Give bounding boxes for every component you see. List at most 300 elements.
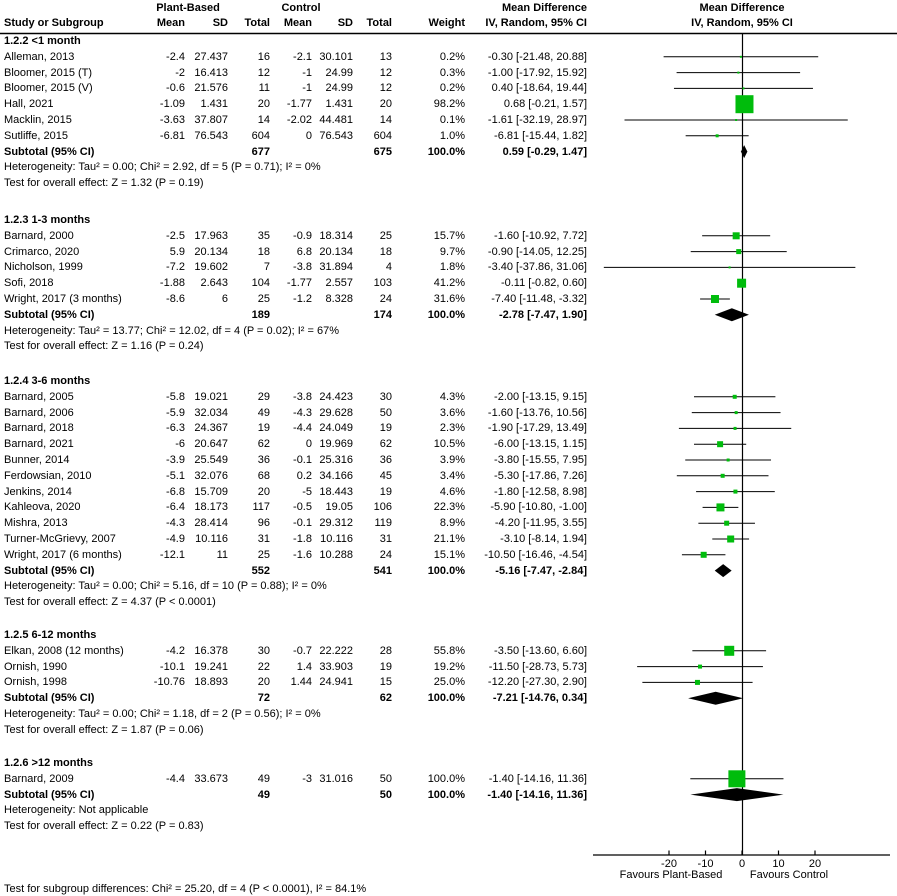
sd2-cell: 10.116 bbox=[320, 533, 353, 545]
sd1-cell: 18.173 bbox=[194, 501, 228, 514]
ci-text-cell: -3.50 [-13.60, 6.60] bbox=[494, 644, 587, 657]
mean-square bbox=[701, 552, 707, 558]
total1-cell: 68 bbox=[257, 469, 270, 482]
study-label: Nicholson, 1999 bbox=[4, 261, 83, 274]
total2-cell: 675 bbox=[373, 145, 392, 158]
study-label: Kahleova, 2020 bbox=[4, 501, 81, 514]
total1-cell: 20 bbox=[257, 676, 270, 689]
total2-cell: 31 bbox=[379, 533, 392, 545]
sd2-cell: 2.557 bbox=[325, 277, 353, 290]
subtotal-diamond bbox=[715, 308, 749, 321]
total1-cell: 20 bbox=[257, 98, 270, 111]
mean1-cell: -6.3 bbox=[166, 422, 185, 435]
mean-square bbox=[734, 427, 737, 430]
sd2-cell: 34.166 bbox=[319, 469, 353, 482]
sd1-cell: 20.134 bbox=[194, 245, 228, 258]
sd2-cell: 44.481 bbox=[319, 114, 353, 126]
weight-cell: 3.4% bbox=[439, 469, 465, 482]
study-label: Alleman, 2013 bbox=[4, 50, 75, 63]
weight-cell: 4.6% bbox=[439, 485, 465, 498]
section-heading: 1.2.5 6-12 months bbox=[4, 629, 97, 641]
favours-left-label: Favours Plant-Based bbox=[619, 869, 723, 881]
study-label: Mishra, 2013 bbox=[4, 517, 68, 530]
subtotal-label: Subtotal (95% CI) bbox=[4, 788, 95, 801]
ci-text-cell: -11.50 [-28.73, 5.73] bbox=[488, 660, 587, 673]
weight-cell: 1.8% bbox=[439, 261, 465, 274]
weight-cell: 4.3% bbox=[439, 390, 465, 403]
sd1-cell: 25.549 bbox=[194, 454, 228, 466]
sd1-col-header: SD bbox=[212, 17, 228, 29]
weight-cell: 1.0% bbox=[439, 129, 465, 142]
mean2-cell: -1.77 bbox=[286, 98, 312, 111]
study-label: Barnard, 2018 bbox=[4, 422, 74, 435]
total1-cell: 104 bbox=[251, 277, 270, 290]
subtotal-diamond bbox=[715, 564, 732, 577]
weight-cell: 2.3% bbox=[439, 422, 465, 435]
study-label: Bloomer, 2015 (V) bbox=[4, 82, 93, 95]
mean2-cell: -4.3 bbox=[293, 406, 312, 419]
weight-cell: 31.6% bbox=[433, 293, 465, 305]
ci-text-cell: -3.40 [-37.86, 31.06] bbox=[487, 261, 587, 274]
study-label: Turner-McGrievy, 2007 bbox=[4, 533, 116, 545]
weight-cell: 8.9% bbox=[439, 517, 465, 530]
study-label: Crimarco, 2020 bbox=[4, 245, 80, 258]
mean2-cell: -1.2 bbox=[293, 293, 312, 305]
total1-cell: 18 bbox=[257, 245, 270, 258]
study-label: Macklin, 2015 bbox=[4, 114, 72, 126]
sd1-cell: 17.963 bbox=[194, 229, 228, 242]
total1-cell: 117 bbox=[252, 501, 270, 514]
sd2-cell: 24.99 bbox=[325, 66, 353, 79]
ci-text-cell: -2.00 [-13.15, 9.15] bbox=[494, 390, 587, 403]
study-label: Hall, 2021 bbox=[4, 98, 54, 111]
sd1-cell: 21.576 bbox=[194, 82, 228, 95]
mean-square bbox=[724, 521, 729, 526]
weight-cell: 100.0% bbox=[427, 772, 465, 785]
ci-text-cell: -2.78 [-7.47, 1.90] bbox=[498, 308, 587, 321]
ci-text-cell: 0.68 [-0.21, 1.57] bbox=[503, 98, 587, 111]
mean-square bbox=[717, 441, 723, 447]
study-label: Sofi, 2018 bbox=[4, 277, 54, 290]
subtotal-label: Subtotal (95% CI) bbox=[4, 692, 95, 705]
weight-cell: 55.8% bbox=[433, 644, 465, 657]
study-col-header: Study or Subgroup bbox=[4, 17, 104, 29]
total2-cell: 19 bbox=[379, 422, 392, 435]
ci-text-cell: -5.90 [-10.80, -1.00] bbox=[490, 501, 587, 514]
mean2-cell: -5 bbox=[302, 485, 312, 498]
axis-tick-label: 20 bbox=[808, 858, 822, 870]
sd1-cell: 33.673 bbox=[194, 772, 228, 785]
total2-cell: 19 bbox=[379, 485, 392, 498]
mean1-cell: -4.2 bbox=[166, 644, 185, 657]
sd1-cell: 32.076 bbox=[194, 469, 228, 482]
total2-cell: 12 bbox=[379, 66, 392, 79]
total2-cell: 4 bbox=[385, 261, 392, 274]
study-label: Elkan, 2008 (12 months) bbox=[4, 644, 124, 657]
total1-cell: 20 bbox=[257, 485, 270, 498]
mean-square bbox=[735, 119, 737, 121]
mean-square bbox=[727, 536, 734, 543]
mean2-cell: -2.1 bbox=[293, 50, 312, 63]
study-label: Wright, 2017 (6 months) bbox=[4, 548, 122, 561]
sd1-cell: 16.378 bbox=[194, 644, 228, 657]
ci-text-cell: -5.30 [-17.86, 7.26] bbox=[494, 469, 587, 482]
ci-text-cell: -6.00 [-13.15, 1.15] bbox=[494, 438, 587, 451]
mean-square bbox=[742, 87, 744, 89]
total2-cell: 45 bbox=[379, 469, 392, 482]
mean-square bbox=[736, 249, 741, 254]
group1-header: Plant-Based bbox=[156, 2, 220, 14]
weight-cell: 22.3% bbox=[433, 501, 465, 514]
sd2-cell: 33.903 bbox=[319, 660, 353, 673]
total1-cell: 36 bbox=[257, 454, 270, 466]
sd1-cell: 37.807 bbox=[194, 114, 228, 126]
mean1-cell: -8.6 bbox=[166, 293, 185, 305]
subtotal-diamond bbox=[688, 692, 743, 705]
weight-cell: 15.7% bbox=[433, 229, 465, 242]
axis-tick-label: -20 bbox=[661, 858, 677, 870]
ci-text-cell: -3.10 [-8.14, 1.94] bbox=[500, 533, 587, 545]
mean1-cell: -10.76 bbox=[153, 676, 185, 689]
mean2-cell: 6.8 bbox=[296, 245, 312, 258]
effect-header-plot: Mean Difference bbox=[699, 2, 785, 14]
total2-cell: 541 bbox=[373, 564, 392, 577]
mean1-cell: -5.9 bbox=[166, 406, 185, 419]
ci-text-cell: -1.60 [-10.92, 7.72] bbox=[494, 229, 587, 242]
mean2-cell: 0.2 bbox=[296, 469, 312, 482]
section-heading: 1.2.6 >12 months bbox=[4, 757, 93, 769]
ci-text-cell: -0.90 [-14.05, 12.25] bbox=[487, 245, 587, 258]
mean-square bbox=[724, 646, 734, 656]
sd2-cell: 24.941 bbox=[319, 676, 353, 689]
ci-col-header-text: IV, Random, 95% CI bbox=[485, 17, 587, 29]
study-label: Ornish, 1990 bbox=[4, 660, 67, 673]
sd2-cell: 25.316 bbox=[319, 454, 353, 466]
total1-cell: 22 bbox=[257, 660, 270, 673]
sd1-cell: 24.367 bbox=[194, 422, 228, 435]
mean-square bbox=[728, 770, 745, 787]
mean-square bbox=[740, 56, 742, 58]
total2-cell: 24 bbox=[379, 293, 392, 305]
weight-col-header: Weight bbox=[428, 17, 465, 29]
total2-cell: 62 bbox=[379, 692, 392, 705]
mean2-cell: 1.4 bbox=[296, 660, 312, 673]
weight-cell: 9.7% bbox=[439, 245, 465, 258]
sd1-cell: 10.116 bbox=[195, 533, 228, 545]
mean-square bbox=[737, 279, 746, 288]
total1-cell: 49 bbox=[257, 406, 270, 419]
sd2-cell: 29.312 bbox=[319, 517, 353, 530]
sd1-cell: 6 bbox=[221, 293, 228, 305]
weight-cell: 100.0% bbox=[427, 692, 465, 705]
mean1-col-header: Mean bbox=[156, 17, 185, 29]
total2-cell: 604 bbox=[373, 129, 392, 142]
total2-col-header: Total bbox=[366, 17, 392, 29]
mean1-cell: -3.63 bbox=[159, 114, 185, 126]
mean1-cell: -1.09 bbox=[159, 98, 185, 111]
total2-cell: 62 bbox=[379, 438, 392, 451]
sd1-cell: 28.414 bbox=[194, 517, 228, 530]
sd2-cell: 19.05 bbox=[325, 501, 353, 514]
mean-square bbox=[733, 232, 740, 239]
mean2-cell: -1 bbox=[302, 66, 312, 79]
total2-cell: 30 bbox=[379, 390, 392, 403]
weight-cell: 100.0% bbox=[427, 564, 465, 577]
sd1-cell: 19.021 bbox=[194, 390, 228, 403]
weight-cell: 100.0% bbox=[427, 145, 465, 158]
total2-cell: 20 bbox=[379, 98, 392, 111]
ci-text-cell: -3.80 [-15.55, 7.95] bbox=[494, 454, 587, 466]
ci-text-cell: -4.20 [-11.95, 3.55] bbox=[494, 517, 587, 530]
total1-cell: 189 bbox=[251, 308, 270, 321]
overall-effect-text: Test for overall effect: Z = 4.37 (P < 0.0001) bbox=[4, 596, 216, 609]
mean1-cell: -0.6 bbox=[166, 82, 185, 95]
mean1-cell: -4.9 bbox=[166, 533, 185, 545]
weight-cell: 3.9% bbox=[439, 454, 465, 466]
total2-cell: 36 bbox=[379, 454, 392, 466]
weight-cell: 0.2% bbox=[439, 50, 465, 63]
mean-square bbox=[695, 680, 700, 685]
mean1-cell: -6.8 bbox=[166, 485, 185, 498]
overall-effect-text: Test for overall effect: Z = 1.87 (P = 0.06) bbox=[4, 723, 204, 736]
mean1-cell: -5.1 bbox=[166, 469, 185, 482]
sd2-col-header: SD bbox=[337, 17, 353, 29]
ci-text-cell: -1.61 [-32.19, 28.97] bbox=[487, 114, 587, 126]
sd2-cell: 24.99 bbox=[325, 82, 353, 95]
mean-square bbox=[716, 134, 719, 137]
axis-tick-label: 0 bbox=[738, 858, 746, 870]
mean2-cell: -3.8 bbox=[293, 261, 312, 274]
sd2-cell: 19.969 bbox=[319, 438, 353, 451]
study-label: Barnard, 2009 bbox=[4, 772, 74, 785]
sd2-cell: 18.314 bbox=[319, 229, 353, 242]
weight-cell: 100.0% bbox=[427, 788, 465, 801]
ci-text-cell: -1.90 [-17.29, 13.49] bbox=[487, 422, 587, 435]
heterogeneity-text: Heterogeneity: Not applicable bbox=[4, 804, 149, 817]
ci-text-cell: -0.11 [-0.82, 0.60] bbox=[500, 277, 587, 290]
total2-cell: 18 bbox=[379, 245, 392, 258]
sd1-cell: 19.602 bbox=[194, 261, 228, 274]
study-label: Barnard, 2006 bbox=[4, 406, 74, 419]
ci-text-cell: -7.40 [-11.48, -3.32] bbox=[491, 293, 587, 305]
weight-cell: 15.1% bbox=[433, 548, 465, 561]
ci-text-cell: 0.40 [-18.64, 19.44] bbox=[491, 82, 587, 95]
mean2-cell: -1.6 bbox=[293, 548, 312, 561]
group2-header: Control bbox=[281, 2, 321, 14]
sd1-cell: 1.431 bbox=[200, 98, 228, 111]
mean-square bbox=[735, 411, 738, 414]
mean2-cell: -1 bbox=[302, 82, 312, 95]
total2-cell: 103 bbox=[373, 277, 392, 290]
total1-cell: 604 bbox=[251, 129, 270, 142]
mean1-cell: -10.1 bbox=[159, 660, 185, 673]
weight-cell: 3.6% bbox=[439, 406, 465, 419]
mean2-cell: -1.77 bbox=[286, 277, 312, 290]
weight-cell: 0.3% bbox=[439, 66, 465, 79]
total2-cell: 24 bbox=[379, 548, 392, 561]
ci-text-cell: -0.30 [-21.48, 20.88] bbox=[487, 50, 587, 63]
weight-cell: 10.5% bbox=[433, 438, 465, 451]
mean-square bbox=[698, 665, 702, 669]
mean2-cell: -0.5 bbox=[293, 501, 312, 514]
mean1-cell: -5.8 bbox=[166, 390, 185, 403]
study-label: Jenkins, 2014 bbox=[4, 485, 72, 498]
sd1-cell: 15.709 bbox=[194, 485, 228, 498]
ci-text-cell: -10.50 [-16.46, -4.54] bbox=[484, 548, 587, 561]
weight-cell: 25.0% bbox=[433, 676, 465, 689]
section-heading: 1.2.4 3-6 months bbox=[4, 375, 91, 387]
total2-cell: 25 bbox=[379, 229, 392, 242]
section-heading: 1.2.2 <1 month bbox=[4, 35, 81, 47]
sd2-cell: 29.628 bbox=[319, 406, 353, 419]
sd1-cell: 16.413 bbox=[194, 66, 228, 79]
study-label: Barnard, 2000 bbox=[4, 229, 74, 242]
total1-cell: 25 bbox=[257, 293, 270, 305]
total1-cell: 25 bbox=[257, 548, 270, 561]
sd2-cell: 24.423 bbox=[319, 390, 353, 403]
ci-text-cell: -6.81 [-15.44, 1.82] bbox=[494, 129, 587, 142]
mean1-cell: -12.1 bbox=[159, 548, 185, 561]
total2-cell: 13 bbox=[379, 50, 392, 63]
total2-cell: 12 bbox=[379, 82, 392, 95]
study-label: Bunner, 2014 bbox=[4, 454, 70, 466]
mean1-cell: -2 bbox=[175, 66, 185, 79]
sd1-cell: 32.034 bbox=[194, 406, 228, 419]
mean2-cell: 0 bbox=[305, 129, 312, 142]
study-label: Wright, 2017 (3 months) bbox=[4, 293, 122, 305]
subgroup-difference-test: Test for subgroup differences: Chi² = 25.20, df = 4 (P < 0.0001), I² = 84.1% bbox=[4, 883, 367, 895]
sd2-cell: 30.101 bbox=[319, 50, 353, 63]
ci-text-cell: -1.80 [-12.58, 8.98] bbox=[494, 485, 587, 498]
overall-effect-text: Test for overall effect: Z = 1.32 (P = 0.19) bbox=[4, 177, 204, 190]
total2-cell: 28 bbox=[379, 644, 392, 657]
total2-cell: 14 bbox=[379, 114, 392, 126]
sd2-cell: 31.016 bbox=[319, 772, 353, 785]
ci-col-header-plot: IV, Random, 95% CI bbox=[691, 17, 793, 29]
mean2-cell: -4.4 bbox=[293, 422, 312, 435]
weight-cell: 98.2% bbox=[433, 98, 465, 111]
total1-cell: 49 bbox=[257, 788, 270, 801]
heterogeneity-text: Heterogeneity: Tau² = 0.00; Chi² = 1.18, df = 2 (P = 0.56); I² = 0% bbox=[4, 708, 321, 720]
mean-square bbox=[716, 503, 724, 511]
overall-effect-text: Test for overall effect: Z = 1.16 (P = 0.24) bbox=[4, 340, 204, 353]
mean2-cell: -0.9 bbox=[293, 229, 312, 242]
axis-tick-label: -10 bbox=[697, 858, 714, 870]
weight-cell: 41.2% bbox=[433, 277, 465, 290]
sd1-cell: 19.241 bbox=[194, 660, 228, 673]
total1-cell: 16 bbox=[257, 50, 270, 63]
total1-cell: 29 bbox=[257, 390, 270, 403]
mean2-cell: -0.1 bbox=[293, 454, 312, 466]
total1-cell: 49 bbox=[257, 772, 270, 785]
ci-text-cell: -1.00 [-17.92, 15.92] bbox=[487, 66, 587, 79]
mean2-cell: -3 bbox=[302, 772, 312, 785]
subtotal-label: Subtotal (95% CI) bbox=[4, 308, 95, 321]
subtotal-diamond bbox=[690, 788, 783, 801]
heterogeneity-text: Heterogeneity: Tau² = 0.00; Chi² = 2.92, df = 5 (P = 0.71); I² = 0% bbox=[4, 161, 321, 174]
mean1-cell: -7.2 bbox=[166, 261, 185, 274]
ci-text-cell: -1.40 [-14.16, 11.36] bbox=[487, 788, 587, 801]
ci-text-cell: -5.16 [-7.47, -2.84] bbox=[495, 564, 587, 577]
ci-text-cell: -12.20 [-27.30, 2.90] bbox=[487, 676, 587, 689]
total1-cell: 12 bbox=[257, 66, 270, 79]
subtotal-label: Subtotal (95% CI) bbox=[4, 564, 95, 577]
total2-cell: 119 bbox=[374, 517, 392, 530]
favours-right-label: Favours Control bbox=[749, 869, 829, 881]
total1-cell: 96 bbox=[257, 517, 270, 530]
mean1-cell: -6 bbox=[175, 438, 185, 451]
mean1-cell: -6.81 bbox=[159, 129, 185, 142]
sd1-cell: 2.643 bbox=[200, 277, 228, 290]
total1-cell: 72 bbox=[257, 692, 270, 705]
mean1-cell: -3.9 bbox=[166, 454, 185, 466]
study-label: Ornish, 1998 bbox=[4, 676, 67, 689]
mean-square bbox=[727, 459, 730, 462]
mean1-cell: -4.4 bbox=[166, 772, 185, 785]
axis-tick-label: 10 bbox=[772, 858, 785, 870]
total1-cell: 31 bbox=[257, 533, 270, 545]
mean-square bbox=[711, 295, 719, 303]
mean-square bbox=[737, 72, 739, 74]
weight-cell: 0.1% bbox=[439, 114, 465, 126]
weight-cell: 100.0% bbox=[427, 308, 465, 321]
section-heading: 1.2.3 1-3 months bbox=[4, 214, 91, 226]
mean-square bbox=[735, 95, 753, 113]
sd2-cell: 1.431 bbox=[325, 98, 353, 111]
total1-cell: 7 bbox=[263, 261, 270, 274]
effect-header-text: Mean Difference bbox=[502, 2, 587, 14]
weight-cell: 0.2% bbox=[439, 82, 465, 95]
total1-cell: 62 bbox=[257, 438, 270, 451]
mean2-cell: -0.1 bbox=[293, 517, 312, 530]
mean-square bbox=[733, 490, 737, 494]
total1-cell: 30 bbox=[257, 644, 270, 657]
sd1-cell: 11 bbox=[216, 548, 228, 561]
total1-cell: 14 bbox=[257, 114, 270, 126]
mean2-cell: -0.7 bbox=[293, 644, 312, 657]
sd2-cell: 20.134 bbox=[319, 245, 353, 258]
mean2-cell: 0 bbox=[305, 438, 312, 451]
sd1-cell: 20.647 bbox=[194, 438, 228, 451]
mean1-cell: 5.9 bbox=[169, 245, 185, 258]
mean-square bbox=[721, 474, 725, 478]
mean-square bbox=[733, 395, 737, 399]
total2-cell: 106 bbox=[373, 501, 392, 514]
study-label: Ferdowsian, 2010 bbox=[4, 469, 92, 482]
total1-cell: 35 bbox=[257, 229, 270, 242]
ci-text-cell: 0.59 [-0.29, 1.47] bbox=[502, 145, 587, 158]
mean2-cell: -1.8 bbox=[293, 533, 312, 545]
total2-cell: 15 bbox=[379, 676, 392, 689]
total1-cell: 19 bbox=[257, 422, 270, 435]
sd2-cell: 22.222 bbox=[319, 644, 353, 657]
sd2-cell: 8.328 bbox=[325, 293, 353, 305]
study-label: Barnard, 2021 bbox=[4, 438, 74, 451]
sd2-cell: 18.443 bbox=[319, 485, 353, 498]
heterogeneity-text: Heterogeneity: Tau² = 13.77; Chi² = 12.02, df = 4 (P = 0.02); I² = 67% bbox=[4, 324, 339, 337]
total2-cell: 174 bbox=[373, 308, 392, 321]
total2-cell: 19 bbox=[379, 660, 392, 673]
total1-col-header: Total bbox=[244, 17, 270, 29]
mean1-cell: -1.88 bbox=[159, 277, 185, 290]
sd1-cell: 18.893 bbox=[194, 676, 228, 689]
total1-cell: 11 bbox=[258, 82, 270, 95]
mean1-cell: -2.5 bbox=[166, 229, 185, 242]
total2-cell: 50 bbox=[379, 788, 392, 801]
sd2-cell: 31.894 bbox=[319, 261, 353, 274]
total2-cell: 50 bbox=[379, 406, 392, 419]
sd2-cell: 76.543 bbox=[319, 129, 353, 142]
